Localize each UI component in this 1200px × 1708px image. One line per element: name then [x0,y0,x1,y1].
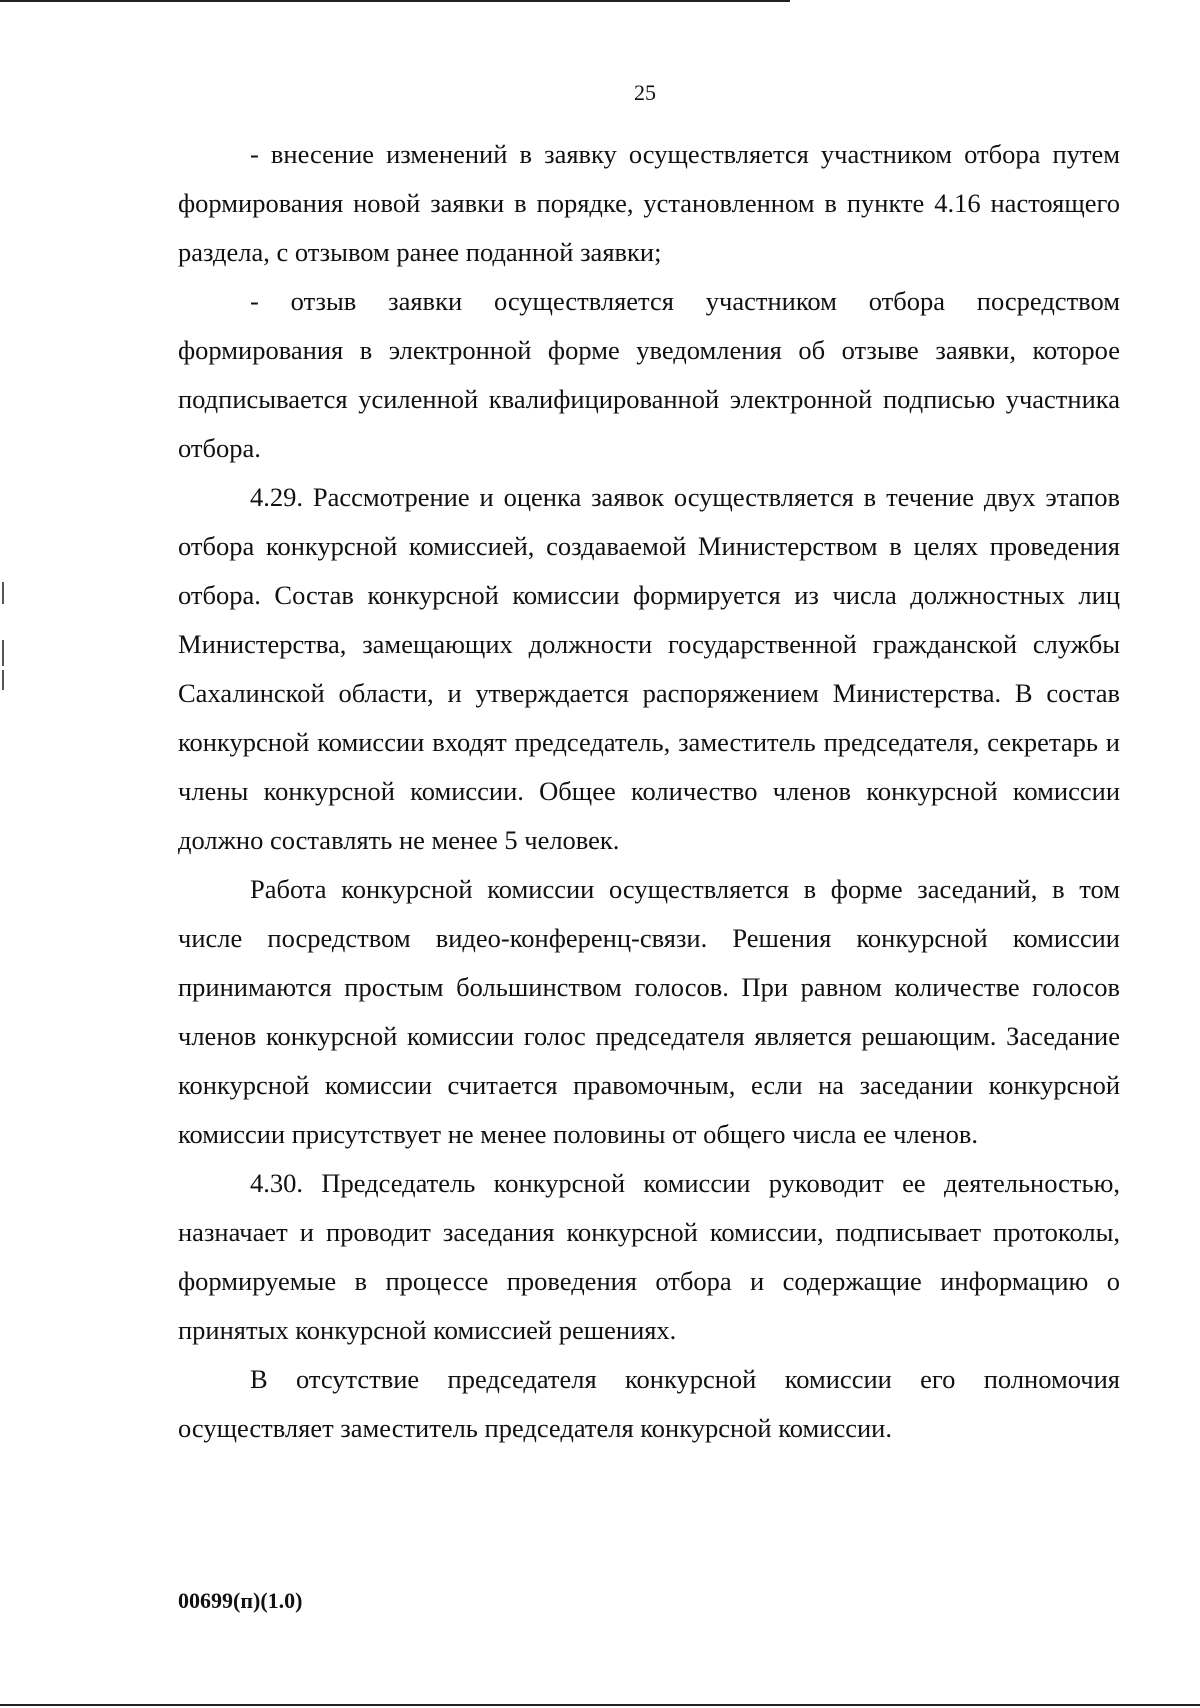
document-body [178,130,1120,1453]
scan-edge-mark [2,582,4,604]
scan-edge-top [0,0,790,2]
paragraph: 4.29. Рассмотрение и оценка заявок осуществляется в течение двух этапов отбора конкурсной комиссией, создаваемой Министерством в целях проведения отбора. Состав конкурсной комиссии формируется из числа должностных лиц Министерства, замещающих должности государственной гражданской службы Сахалинской области, и утверждается распоряжением Министерства. В состав конкурсной комиссии входят председатель, заместитель председателя, секретарь и члены конкурсной комиссии. Общее количество членов конкурсной комиссии должно составлять не менее 5 человек. [178,482,1120,855]
paragraph: - отзыв заявки осуществляется участником отбора посредством формирования в электронной форме уведомления об отзыве заявки, которое подписывается усиленной квалифицированной электронной подписью участника отбора. [178,286,1120,463]
paragraph: Работа конкурсной комиссии осуществляется в форме заседаний, в том числе посредством видео-конференц-связи. Решения конкурсной комиссии принимаются простым большинством голосов. При равном количестве голосов членов конкурсной комиссии голос председателя является решающим. Заседание конкурсной комиссии считается правомочным, если на заседании конкурсной комиссии присутствует не менее половины от общего числа ее членов. [178,874,1120,1149]
scan-edge-bottom [0,1704,1200,1706]
page-number: 25 [634,80,656,105]
scan-edge-mark [2,640,4,666]
paragraph: В отсутствие председателя конкурсной комиссии его полномочия осуществляет заместитель председателя конкурсной комиссии. [178,1364,1120,1443]
scan-edge-mark [2,670,4,690]
paragraph: 4.30. Председатель конкурсной комиссии руководит ее деятельностью, назначает и проводит заседания конкурсной комиссии, подписывает протоколы, формируемые в процессе проведения отбора и содержащие информацию о принятых конкурсной комиссией решениях. [178,1168,1120,1345]
document-code: 00699(п)(1.0) [178,1588,303,1613]
paragraph: - внесение изменений в заявку осуществляется участником отбора путем формирования новой заявки в порядке, установленном в пункте 4.16 настоящего раздела, с отзывом ранее поданной заявки; [178,139,1120,267]
